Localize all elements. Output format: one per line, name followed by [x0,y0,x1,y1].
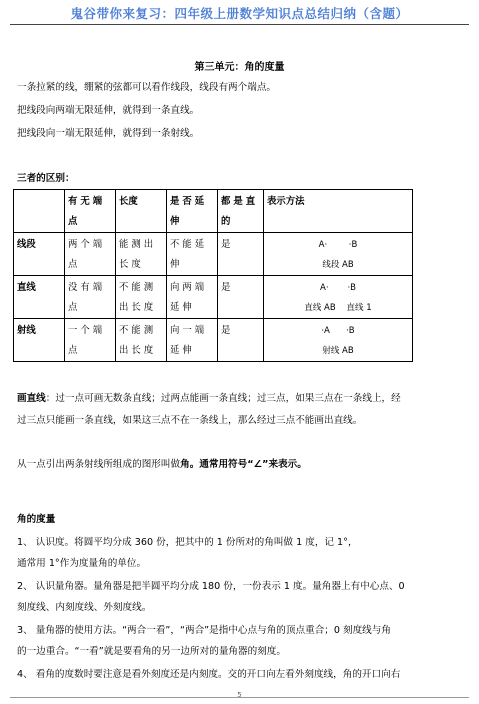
list-item: 的一边重合。“一看”就是要看角的另一边所对的量角器的刻度。 [17,646,286,657]
ray-figure: ·A ·B [321,326,355,336]
line-drawing-paragraph [17,392,401,405]
paragraph-line: 过三点只能画一条直线，如果这三点不在一条线上，那么经过三点不能画出直线。 [17,415,363,426]
table-row [14,276,413,319]
paragraph-line: 一条拉紧的线，绷紧的弦都可以看作线段，线段有两个端点。 [17,82,277,93]
table-header-cell: 表示方法 [264,190,413,233]
angle-definition [17,458,307,471]
row-endpoints: 没有端点 [65,276,116,319]
line-figure: A· ·B [320,283,356,293]
unit-title: 第三单元：角的度量 [194,62,285,73]
row-name: 直线 [14,276,65,319]
table-header-cell [14,190,65,233]
list-item: 2、 认识量角器。量角器是把半圆平均分成 180 份，一份表示 1 度。量角器上有中心点、0 [17,581,405,592]
line-drawing-label: 画直线 [17,393,46,404]
table-header-cell: 有无端点 [65,190,116,233]
row-name: 射线 [14,319,65,362]
row-extend: 向一端延伸 [167,319,218,362]
angle-term: 角 [180,459,190,470]
table-row [14,319,413,362]
table-header-cell: 长度 [116,190,167,233]
row-straight: 是 [218,233,264,276]
comparison-table [13,189,413,362]
row-straight: 是 [218,276,264,319]
paragraph-line: 把线段向一端无限延伸，就得到一条射线。 [17,128,200,139]
row-endpoints: 一个端点 [65,319,116,362]
row-extend: 向两端延伸 [167,276,218,319]
row-name: 线段 [14,233,65,276]
banner-divider [10,24,469,25]
row-notation [264,319,413,362]
document-banner-title: 鬼谷带你来复习：四年级上册数学知识点总结归纳（含题） [70,6,409,21]
page-number: 5 [237,691,242,699]
row-notation [264,276,413,319]
row-endpoints: 两个端点 [65,233,116,276]
angle-def-suffix: 。通常用符号“∠”来表示。 [189,459,307,470]
segment-notation: 线段 AB [322,260,354,270]
list-item: 刻度线、内刻度线、外刻度线。 [17,602,152,613]
segment-figure: A· ·B [318,240,358,250]
line-drawing-text: ：过一点可画无数条直线；过两点能画一条直线；过三点，如果三点在一条线上，经 [45,393,401,404]
comparison-heading: 三者的区别： [17,173,75,184]
row-notation [264,233,413,276]
table-header-cell: 是否延伸 [167,190,218,233]
table-header-cell: 都是直的 [218,190,264,233]
angle-measure-heading: 角的度量 [17,514,56,525]
angle-def-prefix: 从一点引出两条射线所组成的图形叫做 [17,459,181,470]
table-row [14,233,413,276]
table-header-row [14,190,413,233]
row-length: 不能测出长度 [116,319,167,362]
list-item: 4、 看角的度数时要注意是看外刻度还是内刻度。交的开口向左看外刻度线，角的开口向右 [17,669,401,680]
row-straight: 是 [218,319,264,362]
row-length: 不能测出长度 [116,276,167,319]
ray-notation: 射线 AB [322,346,354,356]
row-length: 能测出长度 [116,233,167,276]
list-item: 3、 量角器的使用方法。“两合一看”，“两合”是指中心点与角的顶点重合；0 刻度线与角 [17,625,391,636]
list-item: 通常用 1°作为度量角的单位。 [17,558,147,569]
row-extend: 不能延伸 [167,233,218,276]
list-item: 1、 认识度。将圆平均分成 360 份，把其中的 1 份所对的角叫做 1 度，记 1°， [17,537,358,548]
paragraph-line: 把线段向两端无限延伸，就得到一条直线。 [17,105,200,116]
line-notation: 直线 AB 直线 1 [304,303,372,313]
